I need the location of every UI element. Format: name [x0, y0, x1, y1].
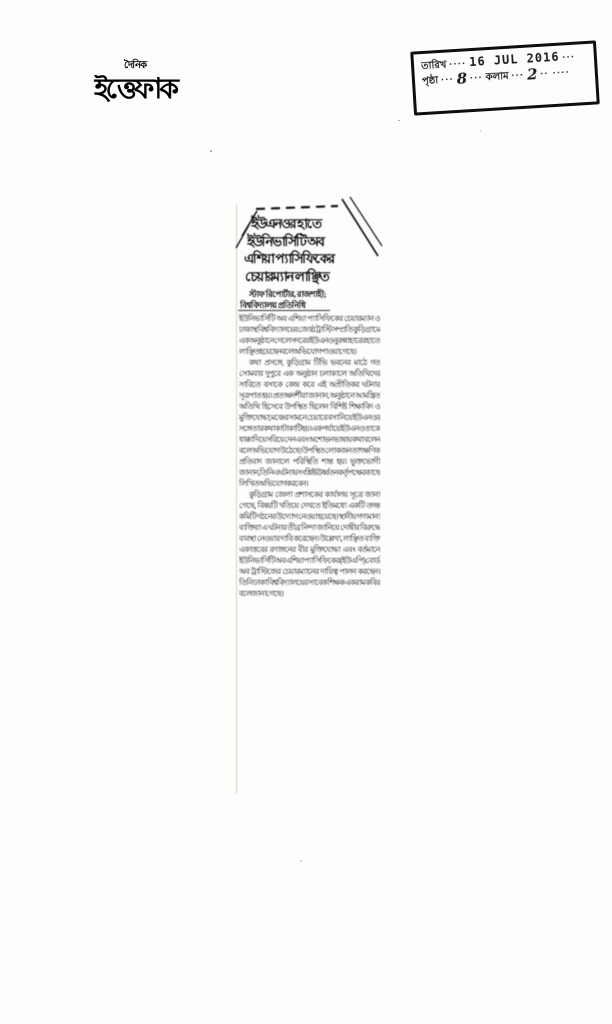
scan-speck — [300, 860, 302, 862]
scan-speck — [480, 130, 481, 132]
body-paragraph: ইউনিভার্সিটি অব এশিয়া প্যাসিফিকের চেয়ারম্যান ও ঢাকাস্থ বিশ্ববিদ্যালয়ের জ্যেষ্ঠ ট্রাস্টি সম্প্রতি কুড়িগ্রামে এক অনুষ্ঠানে গেলে সদরের ইউএনও নুরুন্নাহারের হাতে লাঞ্ছিত হয়েছেন বলে অভিযোগ পাওয়া গেছে। — [239, 314, 380, 356]
article-body — [239, 313, 380, 791]
stamp-leader: ·· ···· — [539, 67, 571, 80]
stamp-leader: ··· — [440, 74, 455, 86]
newspaper-masthead — [94, 58, 224, 105]
stamp-column-label: কলাম — [485, 70, 509, 84]
body-paragraph: কুড়িগ্রাম জেলা প্রশাসকের কার্যালয় সূত্রে জানা গেছে, বিষয়টি খতিয়ে দেখতে ইতিমধ্যে একটি তদন্ত কমিটি গঠনের উদ্যোগ নেওয়া হয়েছে। স্থানীয় গণ্যমান্য ব্যক্তিরা এ ঘটনার তীব্র নিন্দা জানিয়ে দোষীর বিরুদ্ধে ব্যবস্থা নেওয়ার দাবি করেছেন। উল্লেখ্য, লাঞ্ছিত ব্যক্তি একাত্তরের রণাঙ্গনের বীর মুক্তিযোদ্ধা এবং বর্তমানে ইউনিভার্সিটি অব এশিয়া প্যাসিফিকের (ইউএপি) বোর্ড অব ট্রাস্টিজের চেয়ারম্যানের দায়িত্ব পালন করছেন। তিনি ঢাকা বিশ্ববিদ্যালয়ের সাবেক শিক্ষক একরাম কবির বলে জানা গেছে। — [239, 490, 380, 598]
article-headline — [244, 215, 378, 285]
headline-line: ইউএনওর হাতে — [251, 216, 321, 231]
stamp-leader: ··· — [511, 69, 525, 82]
stamp-date-label: তারিখ — [420, 59, 447, 73]
news-clipping — [236, 196, 382, 800]
byline-reporter: স্টাফ রিপোর্টার, রাজশাহী; — [249, 289, 326, 299]
byline-correspondent: বিশ্ববিদ্যালয় প্রতিনিধি — [240, 299, 306, 310]
date-stamp — [410, 40, 600, 115]
stamp-leader: ··· — [469, 72, 484, 85]
masthead-tagline: দৈনিক — [124, 60, 147, 71]
stamp-page-value: 8 — [456, 69, 468, 88]
scan-speck — [398, 120, 400, 121]
headline-line: চেয়ারম্যান লাঞ্ছিত — [245, 268, 329, 284]
stamp-date-value: 16 JUL 2016 — [468, 49, 560, 70]
clipping-left-edge — [236, 204, 237, 794]
body-paragraph: কথা প্রসঙ্গে, কুড়িগ্রাম টিভি ভবনের মাঠে গত সোমবার দুপুরে এক অনুষ্ঠান চলাকালে অতিথিদের সারিতে বসাকে কেন্দ্র করে এই অপ্রীতিকর ঘটনার সূত্রপাত হয়। প্রত্যক্ষদর্শীরা জানান, অনুষ্ঠানে আমন্ত্রিত অতিথি হিসেবে উপস্থিত ছিলেন বিশিষ্ট শিক্ষাবিদ ও মুক্তিযোদ্ধা; মঞ্চের সামনে চেয়ারে বসা নিয়ে ইউএনওর সঙ্গে তার কথা কাটাকাটি হয়। এক পর্যায়ে ইউএনও তাকে ধাক্কা দিয়ে সরিয়ে দেন এবং অশোভন ভাষায় কথা বলেন বলে অভিযোগ উঠেছে। উপস্থিত লোকজন তাৎক্ষণিক প্রতিবাদ জানালে পরিস্থিতি শান্ত হয়। ভুক্তভোগী জানান, তিনি এ ঘটনায় সংশ্লিষ্ট ঊর্ধ্বতন কর্তৃপক্ষের কাছে লিখিত অভিযোগ করবেন। — [239, 358, 380, 488]
stamp-page-label: পৃষ্ঠা — [421, 75, 439, 88]
masthead-title: ইত্তেফাক — [94, 75, 177, 105]
headline-line: ইউনিভার্সিটি অব — [247, 233, 324, 249]
scan-speck — [210, 150, 212, 152]
stamp-column-value: 2 — [526, 65, 539, 84]
stamp-leader: ··· — [562, 51, 576, 64]
article-byline — [240, 289, 378, 310]
byline-divider — [238, 310, 330, 311]
headline-line: এশিয়া প্যাসিফিকের — [244, 251, 334, 266]
stamp-leader: ···· — [448, 58, 467, 71]
